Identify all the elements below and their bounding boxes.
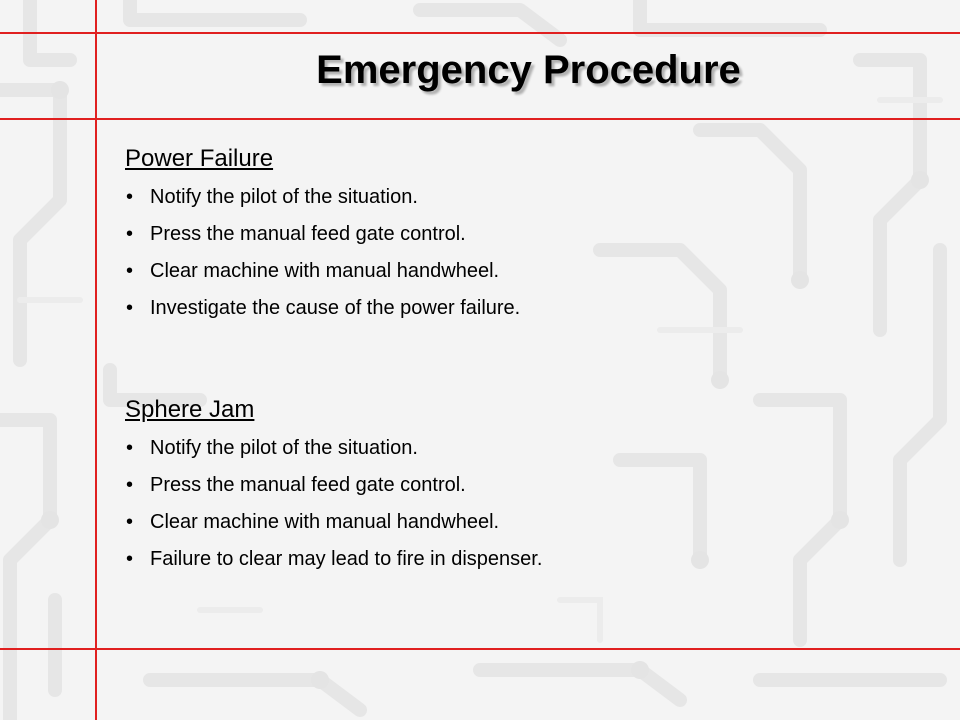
list-item-text: Notify the pilot of the situation. [150, 186, 418, 208]
list-item [125, 222, 520, 246]
bullet-icon: • [126, 548, 134, 570]
list-item [125, 436, 542, 460]
bullet-icon: • [126, 474, 134, 496]
list-item-text: Failure to clear may lead to fire in dispenser. [150, 548, 543, 570]
list-item-text: Press the manual feed gate control. [150, 474, 466, 496]
list-item-text: Notify the pilot of the situation. [150, 437, 418, 459]
list-item [125, 473, 542, 497]
section-heading: Sphere Jam [125, 396, 255, 423]
bottom-red-rule [0, 648, 960, 650]
bullet-icon: • [126, 223, 134, 245]
left-vertical-rule [95, 0, 97, 720]
list-item-text: Clear machine with manual handwheel. [150, 260, 500, 282]
list-item [125, 185, 520, 209]
list-item [125, 547, 542, 571]
list-item [125, 510, 542, 534]
bullet-icon: • [126, 297, 134, 319]
section-sphere-jam [125, 394, 542, 584]
list-item-text: Investigate the cause of the power failure. [150, 297, 521, 319]
bullet-list [125, 185, 520, 320]
list-item-text: Clear machine with manual handwheel. [150, 511, 500, 533]
bullet-icon: • [126, 511, 134, 533]
bullet-icon: • [126, 186, 134, 208]
slide-title: Emergency Procedure [316, 48, 741, 92]
bullet-icon: • [126, 437, 134, 459]
list-item [125, 296, 520, 320]
section-heading: Power Failure [125, 145, 274, 172]
section-power-failure [125, 143, 520, 333]
top-red-rule [0, 32, 960, 34]
title-underline-rule [0, 118, 960, 120]
list-item [125, 259, 520, 283]
bullet-list [125, 436, 542, 571]
bullet-icon: • [126, 260, 134, 282]
list-item-text: Press the manual feed gate control. [150, 223, 466, 245]
